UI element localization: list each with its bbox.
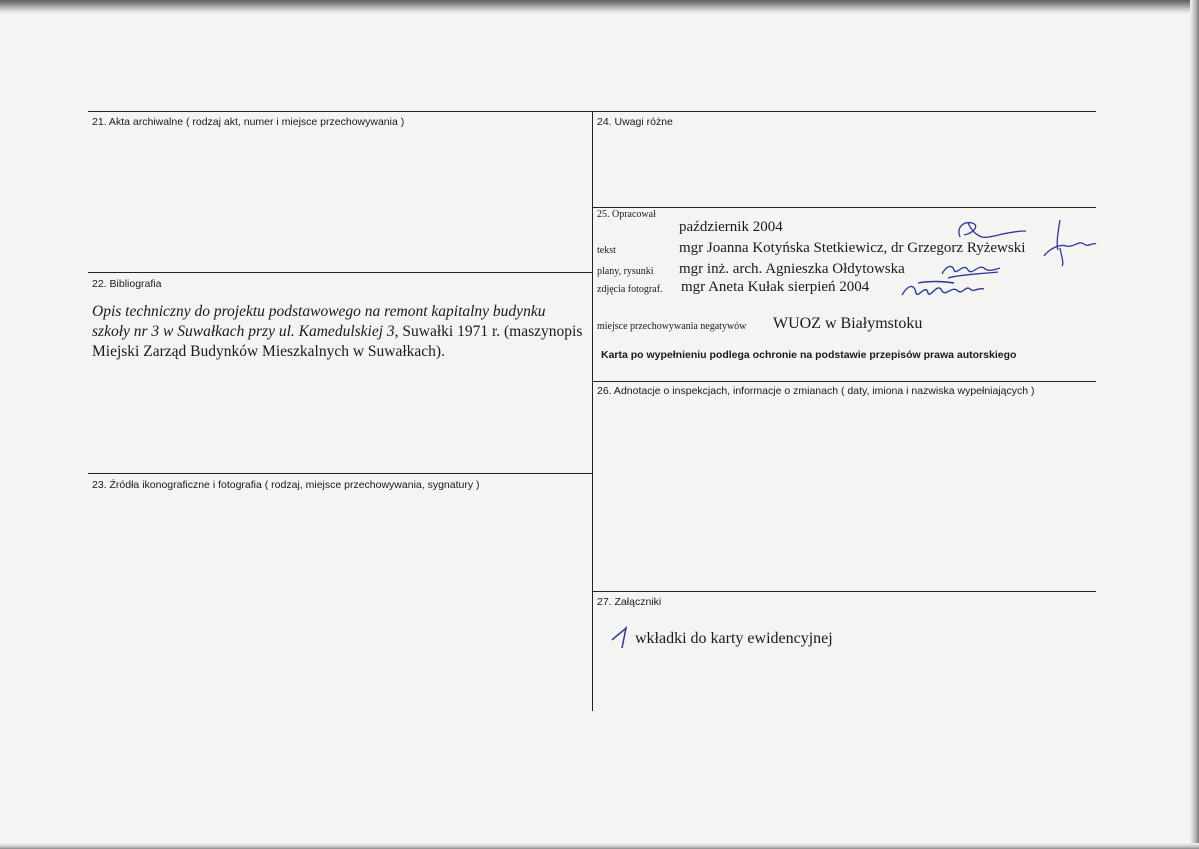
rule-25 bbox=[592, 207, 1096, 208]
center-divider bbox=[592, 111, 593, 711]
section-22-label: 22. Bibliografia bbox=[92, 278, 162, 290]
bibliography-entry bbox=[92, 302, 584, 362]
zdjecia-author: mgr Aneta Kułak sierpień 2004 bbox=[681, 279, 870, 295]
scan-edge-top bbox=[0, 0, 1199, 14]
plany-label: plany, rysunki bbox=[597, 266, 654, 277]
section-21-label: 21. Akta archiwalne ( rodzaj akt, numer i miejsce przechowywania ) bbox=[92, 116, 405, 128]
plany-author: mgr inż. arch. Agnieszka Ołdytowska bbox=[679, 261, 905, 277]
rule-22 bbox=[88, 272, 592, 273]
rule-27 bbox=[592, 591, 1096, 592]
signature-ryzewski-2 bbox=[1040, 218, 1100, 268]
bibliography-details: Suwałki 1971 r. (maszynopis Miejski Zarząd Budynków Mieszkalnych w Suwałkach). bbox=[92, 323, 583, 360]
rule-23 bbox=[88, 473, 592, 474]
scan-edge-right bbox=[1190, 0, 1199, 849]
section-26-label: 26. Adnotacje o inspekcjach, informacje o zmianach ( daty, imiona i nazwiska wypełniających ) bbox=[597, 385, 1035, 397]
bibliography-title: Opis techniczny do projektu podstawowego na remont kapitalny budynku szkoły nr 3 w Suwałkach przy ul. Kamedulskiej 3, bbox=[92, 303, 546, 340]
attachment-count-handwritten-icon bbox=[610, 626, 632, 650]
section-25-label: 25. Opracował bbox=[597, 209, 656, 220]
section-24-label: 24. Uwagi różne bbox=[597, 116, 673, 128]
negatives-location-value: WUOZ w Białymstoku bbox=[773, 315, 923, 332]
copyright-note: Karta po wypełnieniu podlega ochronie na podstawie przepisów prawa autorskiego bbox=[601, 349, 1017, 361]
signature-ryzewski-1 bbox=[950, 217, 1032, 245]
section-23-label: 23. Źródła ikonograficzne i fotografia ( rodzaj, miejsce przechowywania, sygnatury ) bbox=[92, 479, 480, 491]
tekst-authors: mgr Joanna Kotyńska Stetkiewicz, dr Grzegorz Ryżewski bbox=[679, 240, 1026, 256]
attachment-description: wkładki do karty ewidencyjnej bbox=[635, 630, 833, 647]
section-27-label: 27. Załączniki bbox=[597, 596, 662, 608]
negatives-location-label: miejsce przechowywania negatywów bbox=[597, 321, 747, 332]
signature-kulak bbox=[898, 277, 988, 301]
scan-edge-bottom bbox=[0, 843, 1199, 849]
zdjecia-label: zdjęcia fotograf. bbox=[597, 284, 663, 295]
tekst-label: tekst bbox=[597, 245, 616, 256]
prepared-date: październik 2004 bbox=[679, 219, 783, 235]
rule-26 bbox=[592, 381, 1096, 382]
